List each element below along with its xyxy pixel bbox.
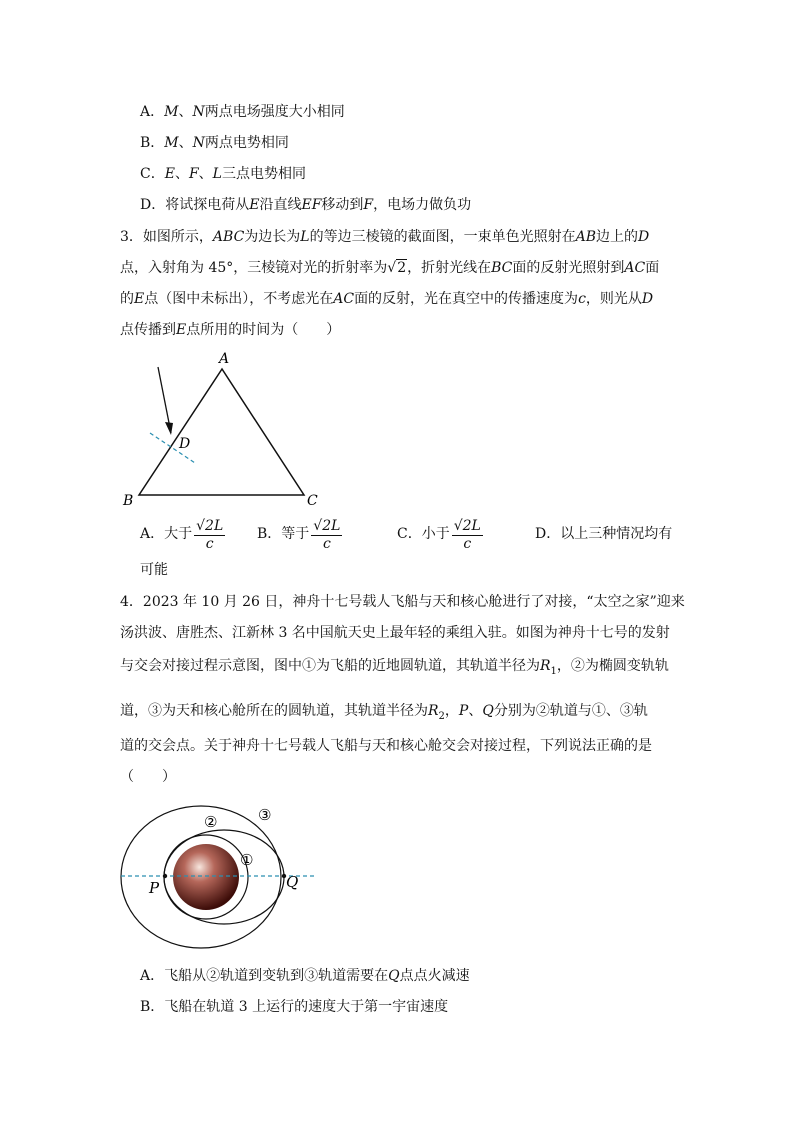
text: 轨道到变轨到 — [220, 968, 305, 984]
text: 与交会对接过程示意图，图中 — [120, 658, 302, 674]
var: ABC — [212, 229, 245, 245]
subscript: 1 — [550, 665, 557, 677]
var-n: N — [192, 135, 205, 151]
q3-option-b — [257, 516, 342, 556]
circled-2: ② — [570, 658, 585, 674]
q4-line-4 — [120, 701, 648, 727]
var: c — [578, 291, 586, 307]
denominator: c — [205, 535, 214, 552]
text: 的 — [120, 291, 134, 307]
q4-option-b — [140, 997, 448, 1017]
var-q: Q — [388, 968, 400, 984]
option-label: C．小于 — [397, 526, 450, 542]
text: 轨 — [633, 703, 648, 719]
text: 点（图中未标出），不考虑光在 — [144, 291, 334, 307]
denominator: c — [322, 535, 331, 552]
label-d: D — [179, 436, 191, 452]
text: 点所用的时间为（ ） — [186, 322, 341, 338]
circled-3: ③ — [148, 703, 162, 719]
text: ， — [444, 703, 459, 719]
var-ef: EF — [301, 197, 322, 213]
earth-icon — [173, 844, 239, 910]
var-r: R — [540, 658, 551, 674]
q3-line-2 — [120, 258, 659, 278]
text: 面的反射，光在真空中的传播速度为 — [354, 291, 579, 307]
q4-line-3 — [120, 656, 669, 682]
text: 汤洪波、唐胜杰、江新林 3 名中国航天史上最年轻的乘组入驻。如图为神舟十七号的发射 — [120, 625, 670, 641]
numerator: 2L — [462, 517, 481, 534]
text: 点传播到 — [120, 322, 176, 338]
sep: 、 — [174, 166, 189, 182]
sep: 、 — [178, 104, 193, 120]
var: E — [176, 322, 187, 338]
text: 移动到 — [321, 197, 364, 213]
var-q: Q — [482, 703, 494, 719]
var: AB — [575, 229, 596, 245]
var: D — [638, 229, 650, 245]
q2-option-a — [140, 102, 345, 122]
label-c: C — [307, 493, 318, 509]
option-text: 两点电势相同 — [204, 135, 289, 151]
denominator: c — [463, 535, 472, 552]
option-label: D．以上三种情况均有 — [535, 526, 673, 542]
text: 为边长为 — [244, 229, 301, 245]
fraction — [194, 517, 225, 552]
text: ，电场力做负功 — [373, 197, 472, 213]
q4-option-a — [140, 966, 470, 986]
arrow-head-icon — [165, 422, 173, 435]
var-m: M — [164, 135, 179, 151]
prism-figure — [115, 345, 325, 510]
var-f: F — [363, 197, 374, 213]
text: 边上的 — [596, 229, 638, 245]
text: ， — [556, 658, 571, 674]
label-b: B — [123, 493, 134, 509]
var-f: F — [188, 166, 199, 182]
var: BC — [491, 260, 513, 276]
text: ，折射光线在 — [407, 260, 492, 276]
option-label: B．等于 — [257, 526, 310, 542]
circled-3: ③ — [619, 703, 634, 719]
label-p: P — [149, 879, 160, 897]
circled-2: ② — [535, 703, 550, 719]
label-orbit-3: ③ — [258, 806, 272, 824]
option-label: A．大于 — [140, 526, 193, 542]
var-e: E — [164, 166, 175, 182]
sqrt-sign: √ — [196, 517, 206, 534]
var: L — [300, 229, 310, 245]
fraction — [311, 517, 342, 552]
var: AC — [624, 260, 646, 276]
text: 沿直线 — [259, 197, 302, 213]
option-label: A． — [140, 104, 165, 120]
text: ，则光从 — [585, 291, 642, 307]
var: E — [134, 291, 145, 307]
var-p: P — [458, 703, 469, 719]
radicand: 2 — [397, 260, 407, 276]
option-label: C． — [140, 166, 165, 182]
sqrt-sign: √ — [453, 517, 463, 534]
q4-line-1 — [120, 592, 685, 612]
var-n: N — [192, 104, 205, 120]
prism-triangle — [139, 369, 304, 495]
text: 将试探电荷从 — [165, 197, 250, 213]
text: 为飞船的近地圆轨道，其轨道半径为 — [316, 658, 540, 674]
var: D — [641, 291, 654, 307]
option-text: 可能 — [140, 562, 168, 578]
option-label: D． — [140, 197, 166, 213]
option-text: 两点电场强度大小相同 — [204, 104, 345, 120]
text: （ ） — [120, 769, 176, 785]
orbit-figure — [115, 795, 320, 960]
text: 为椭圆变轨轨 — [584, 658, 669, 674]
q2-option-d — [140, 195, 471, 215]
sep: 、 — [468, 703, 483, 719]
var-r: R — [428, 703, 439, 719]
label-orbit-1: ① — [240, 851, 254, 869]
sqrt-sign: √ — [313, 517, 323, 534]
q2-option-c — [140, 164, 306, 184]
text: 点，入射角为 45°，三棱镜对光的折射率为 — [120, 260, 388, 276]
text: 4．2023 年 10 月 26 日，神舟十七号载人飞船与天和核心舱进行了对接，“太空之家”迎来 — [120, 594, 685, 610]
q4-line-5 — [120, 736, 652, 756]
q4-line-2 — [120, 623, 670, 643]
sqrt-sign: √ — [387, 260, 397, 276]
text: 3．如图所示， — [120, 229, 213, 245]
label-orbit-2: ② — [204, 813, 218, 831]
text: 轨道与 — [549, 703, 592, 719]
text: 为天和核心舱所在的圆轨道，其轨道半径为 — [162, 703, 428, 719]
var-m: M — [164, 104, 179, 120]
text: 分别为 — [493, 703, 536, 719]
circled-2: ② — [206, 968, 221, 984]
sep: 、 — [178, 135, 193, 151]
q3-option-d-cont — [140, 560, 168, 580]
text: 面 — [645, 260, 660, 276]
text: 道的交会点。关于神舟十七号载人飞船与天和核心舱交会对接过程，下列说法正确的是 — [120, 738, 652, 754]
subscript: 2 — [438, 710, 445, 722]
option-label: B． — [140, 135, 165, 151]
q3-line-4 — [120, 320, 340, 340]
text: 、 — [605, 703, 620, 719]
q3-option-a — [140, 516, 225, 556]
point-p — [163, 874, 167, 878]
circled-1: ① — [302, 658, 316, 674]
numerator: 2L — [205, 517, 224, 534]
option-text: 三点电势相同 — [221, 166, 306, 182]
text: 道， — [120, 703, 148, 719]
q3-line-1 — [120, 227, 649, 247]
q3-line-3 — [120, 289, 653, 309]
sqrt-2 — [387, 258, 407, 278]
label-a: A — [219, 351, 230, 367]
circled-1: ① — [591, 703, 606, 719]
var-l: L — [212, 166, 222, 182]
var: AC — [333, 291, 355, 307]
text: 点点火减速 — [399, 968, 470, 984]
numerator: 2L — [322, 517, 341, 534]
label-q: Q — [286, 873, 299, 891]
q4-line-6 — [120, 767, 176, 787]
circled-3: ③ — [304, 968, 319, 984]
q2-option-b — [140, 133, 289, 153]
text: 的等边三棱镜的截面图，一束单色光照射在 — [309, 229, 576, 245]
option-text: B．飞船在轨道 3 上运行的速度大于第一宇宙速度 — [140, 999, 449, 1015]
text: A．飞船从 — [140, 968, 207, 984]
var-e: E — [249, 197, 260, 213]
q3-option-d — [535, 524, 672, 544]
sep: 、 — [198, 166, 213, 182]
q3-option-c — [397, 516, 483, 556]
text: 轨道需要在 — [318, 968, 389, 984]
text: 面的反射光照射到 — [512, 260, 625, 276]
fraction — [452, 517, 483, 552]
